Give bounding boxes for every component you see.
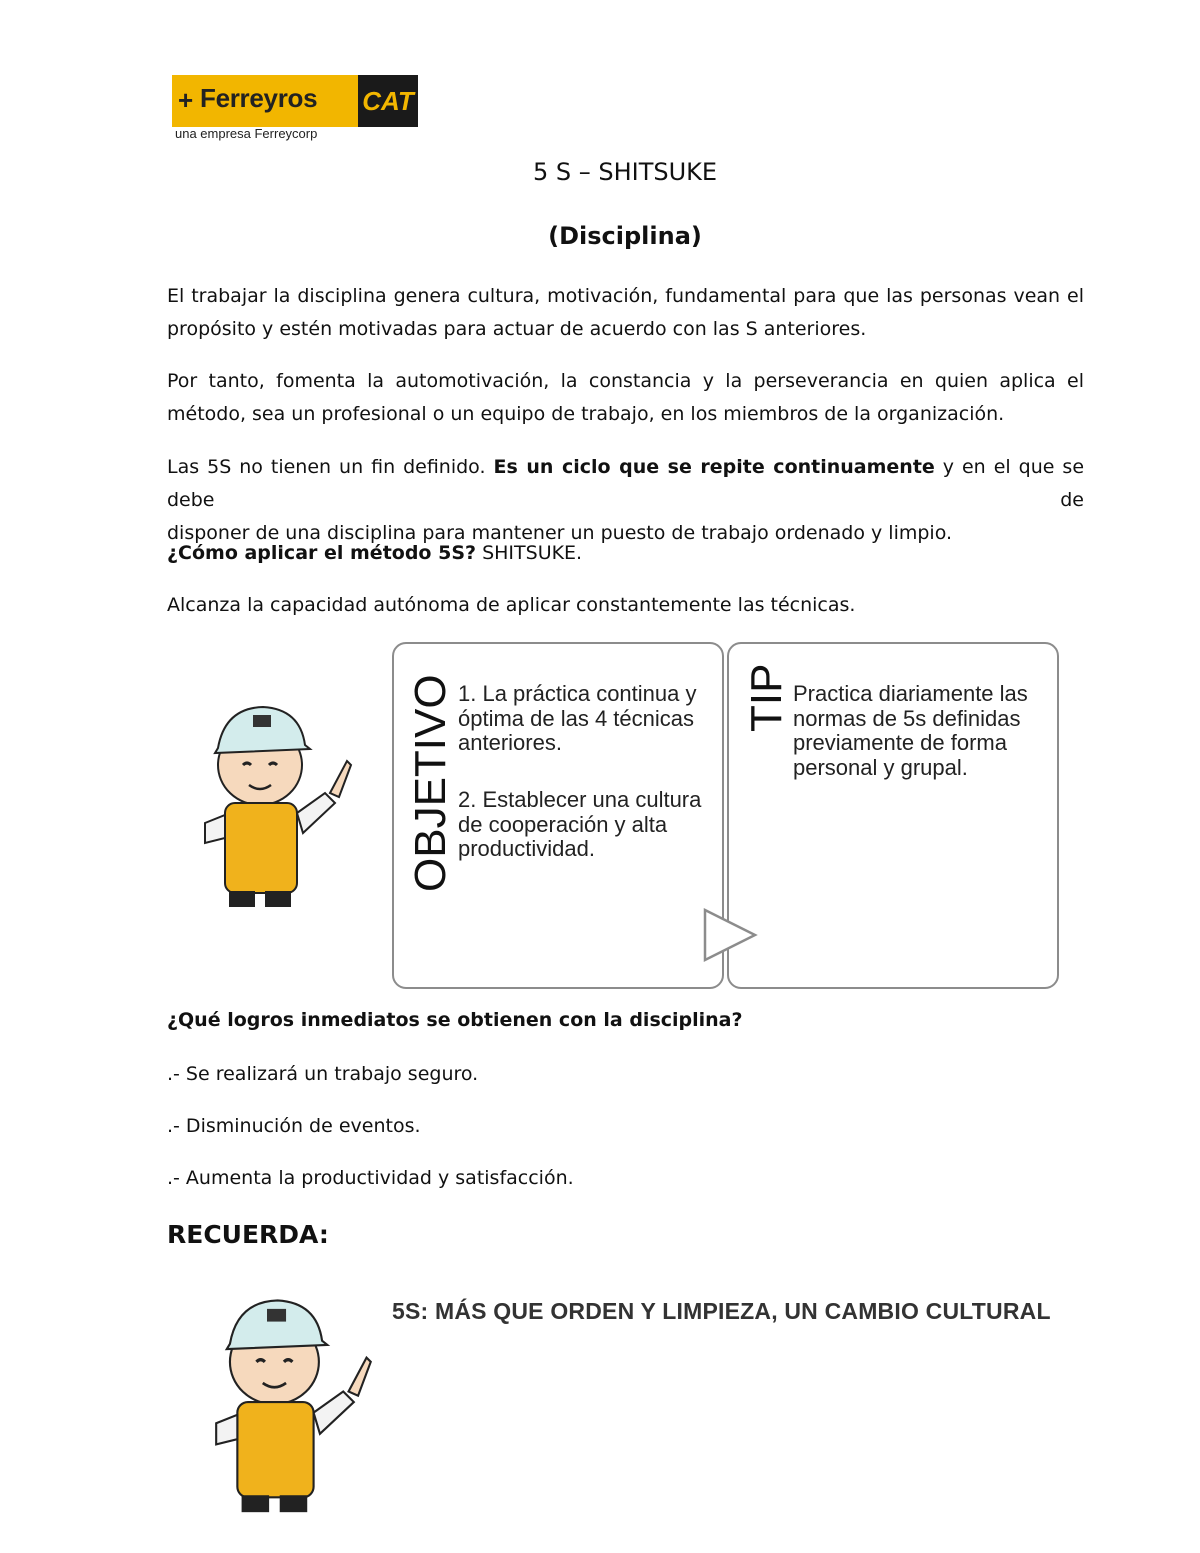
paragraph-1-line-1: El trabajar la disciplina genera cultura, motivación, fundamental para que las personas vean el xyxy=(167,285,1084,307)
paragraph-3-bold: Es un ciclo que se repite continuamente xyxy=(493,456,935,478)
paragraph-2 xyxy=(167,365,1084,431)
tip-label: TIP xyxy=(742,663,791,732)
tip-text: Practica diariamente las normas de 5s definidas previamente de forma personal y grupal. xyxy=(793,681,1028,780)
paragraph-1-line-2: propósito y estén motivadas para actuar de acuerdo con las S anteriores. xyxy=(167,318,867,340)
page-subtitle: (Disciplina) xyxy=(548,222,702,250)
question-how-apply-bold: ¿Cómo aplicar el método 5S? xyxy=(167,542,477,564)
slogan-banner: 5S: MÁS QUE ORDEN Y LIMPIEZA, UN CAMBIO CULTURAL xyxy=(392,1298,1051,1324)
question-how-apply-rest: SHITSUKE. xyxy=(476,542,583,564)
paragraph-3 xyxy=(167,451,1084,550)
paragraph-3-line-2: disponer de una disciplina para mantener un puesto de trabajo ordenado y limpio. xyxy=(167,522,953,544)
paragraph-3-text-a: Las 5S no tienen un fin definido. xyxy=(167,456,494,478)
ferreyros-logo xyxy=(172,73,418,143)
cat-worker-illustration-2 xyxy=(195,1290,375,1530)
objetivo-item-1: 1. La práctica continua y óptima de las 4 técnicas anteriores. xyxy=(458,681,697,755)
logo-tagline: una empresa Ferreycorp xyxy=(175,126,318,141)
cat-badge: CAT xyxy=(358,75,418,127)
logros-item-2: .- Disminución de eventos. xyxy=(167,1115,421,1137)
objetivo-item-2: 2. Establecer una cultura de cooperación y alta productividad. xyxy=(458,787,702,861)
logros-item-1: .- Se realizará un trabajo seguro. xyxy=(167,1063,479,1085)
paragraph-2-line-1: Por tanto, fomenta la automotivación, la constancia y la perseverancia en quien aplica el xyxy=(167,370,1084,392)
paragraph-4: Alcanza la capacidad autónoma de aplicar constantemente las técnicas. xyxy=(167,594,856,616)
paragraph-1 xyxy=(167,280,1084,346)
objetivo-label: OBJETIVO xyxy=(406,674,455,892)
logros-question: ¿Qué logros inmediatos se obtienen con la disciplina? xyxy=(167,1009,743,1031)
paragraph-3-line-1 xyxy=(167,451,1084,517)
cat-worker-illustration xyxy=(185,703,355,918)
paragraph-2-line-2: método, sea un profesional o un equipo de trabajo, en los miembros de la organización. xyxy=(167,403,1005,425)
paragraph-3-text-c: y en el que se debe de xyxy=(167,456,1085,511)
arrow-right-icon xyxy=(700,905,760,965)
logo-brand: Ferreyros xyxy=(200,83,318,113)
logros-item-3: .- Aumenta la productividad y satisfacción. xyxy=(167,1167,574,1189)
page-title: 5 S – SHITSUKE xyxy=(532,158,718,186)
logo-cross-icon: + xyxy=(178,85,194,115)
recuerda-heading: RECUERDA: xyxy=(167,1220,329,1249)
question-how-apply xyxy=(167,537,1084,570)
